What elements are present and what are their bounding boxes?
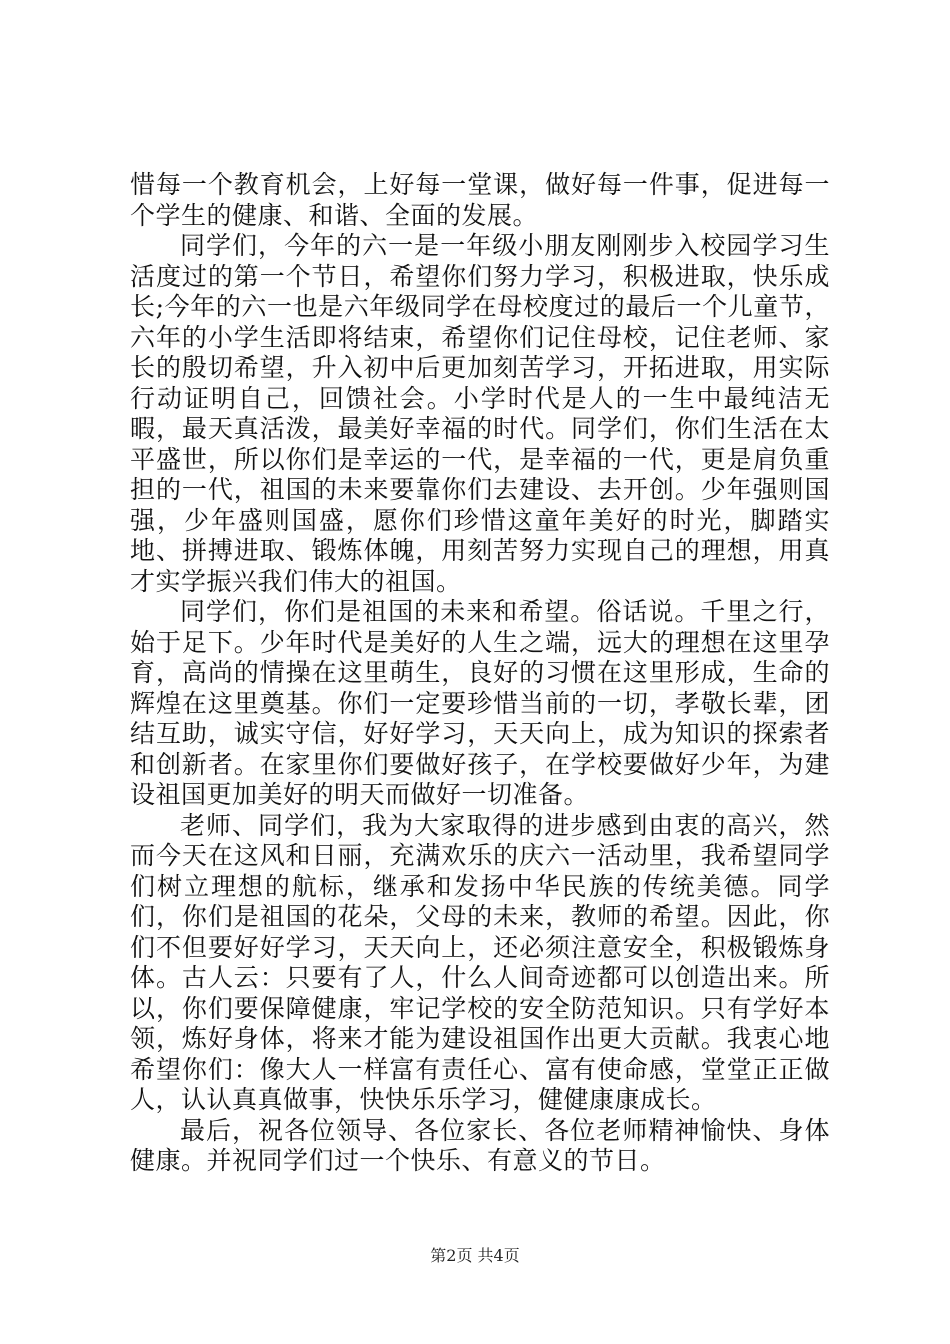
paragraph: 老师、同学们，我为大家取得的进步感到由衷的高兴，然而今天在这风和日丽，充满欢乐的庆六一活动里，我希望同学们树立理想的航标，继承和发扬中华民族的传统美德。同学们，你们是祖国的花朵，父母的未来，教师的希望。因此，你们不但要好好学习，天天向上，还必须注意安全，积极锻炼身体。古人云：只要有了人，什么人间奇迹都可以创造出来。所以，你们要保障健康，牢记学校的安全防范知识。只有学好本领，炼好身体，将来才能为建设祖国作出更大贡献。我衷心地希望你们：像大人一样富有责任心、富有使命感，堂堂正正做人，认认真真做事，快快乐乐学习，健健康康成长。 bbox=[130, 810, 830, 1114]
paragraph: 最后，祝各位领导、各位家长、各位老师精神愉快、身体健康。并祝同学们过一个快乐、有意义的节日。 bbox=[130, 1115, 830, 1175]
paragraph: 同学们，你们是祖国的未来和希望。俗话说。千里之行，始于足下。少年时代是美好的人生之端，远大的理想在这里孕育，高尚的情操在这里萌生，良好的习惯在这里形成，生命的辉煌在这里奠基。你们一定要珍惜当前的一切，孝敬长辈，团结互助，诚实守信，好好学习，天天向上，成为知识的探索者和创新者。在家里你们要做好孩子，在学校要做好少年，为建设祖国更加美好的明天而做好一切准备。 bbox=[130, 597, 830, 809]
document-body bbox=[130, 170, 830, 1177]
page-number: 第2页 共4页 bbox=[430, 1246, 520, 1265]
paragraph-continued: 惜每一个教育机会，上好每一堂课，做好每一件事，促进每一个学生的健康、和谐、全面的发展。 bbox=[130, 170, 830, 230]
page-footer bbox=[0, 1243, 950, 1266]
paragraph: 同学们，今年的六一是一年级小朋友刚刚步入校园学习生活度过的第一个节日，希望你们努力学习，积极进取，快乐成长;今年的六一也是六年级同学在母校度过的最后一个儿童节，六年的小学生活即将结束，希望你们记住母校，记住老师、家长的殷切希望，升入初中后更加刻苦学习，开拓进取，用实际行动证明自己，回馈社会。小学时代是人的一生中最纯洁无暇，最天真活泼，最美好幸福的时代。同学们，你们生活在太平盛世，所以你们是幸运的一代，是幸福的一代，更是肩负重担的一代，祖国的未来要靠你们去建设、去开创。少年强则国强，少年盛则国盛，愿你们珍惜这童年美好的时光，脚踏实地、拼搏进取、锻炼体魄，用刻苦努力实现自己的理想，用真才实学振兴我们伟大的祖国。 bbox=[130, 231, 830, 596]
